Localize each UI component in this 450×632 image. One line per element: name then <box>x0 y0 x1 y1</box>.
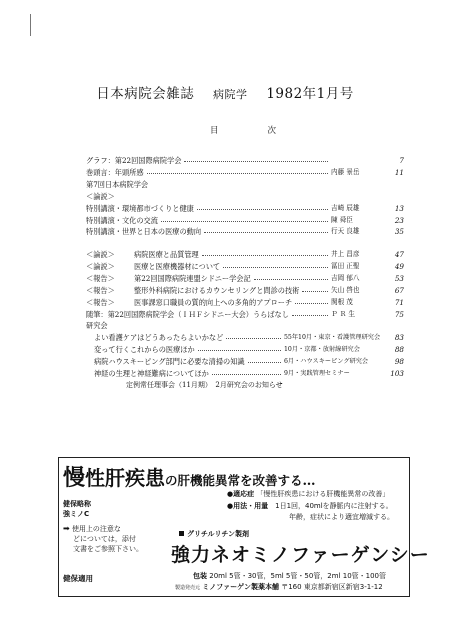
toc-author: 55年10月・東京・看護管理研究会 <box>284 334 381 342</box>
toc-leader <box>295 303 328 304</box>
ad-package-text: 20ml 5管・30管，5ml 5管・50管，2ml 10管・100管 <box>209 572 387 580</box>
journal-header <box>0 82 450 102</box>
toc-title: グラフ：第22回国際病院学会 <box>86 156 182 165</box>
toc-title: 病院ハウスキーピング部門に必要な清掃の知識 <box>94 357 245 367</box>
toc-author: 9月・実践管理セミナー <box>284 370 350 377</box>
toc-page: 11 <box>394 167 404 177</box>
ad-dosage-text-2: 年齢，症状により適宜増減する。 <box>289 513 394 521</box>
toc-tag: ＜論説＞ <box>86 250 115 259</box>
ad-company-name: ミノファーゲン製薬本舗 <box>202 583 279 591</box>
toc-page: 88 <box>394 345 404 355</box>
ad-dosage-label: ●用法・用量 <box>227 502 269 510</box>
toc-row <box>86 320 404 331</box>
ad-headline-mid: 性肝疾患 <box>85 466 166 490</box>
ad-brand: 強力ネオミノファーゲンシー <box>171 544 430 566</box>
toc-page: 75 <box>394 309 404 319</box>
toc-author: 矢山 啓也 <box>331 285 360 294</box>
toc-leader <box>204 232 328 233</box>
ad-caution <box>63 524 143 554</box>
toc-title: 特別講演・環境都市づくりと健康 <box>86 203 194 213</box>
toc-author: 吉岡 郁八 <box>331 273 360 282</box>
toc-leader <box>292 315 328 316</box>
toc-title: 変って行くこれからの医療ほか <box>94 345 195 355</box>
toc-author: 内藤 景岳 <box>331 167 360 176</box>
toc-heading: ＜論説＞ <box>86 191 115 201</box>
arrow-right-icon: ➡ <box>63 524 70 533</box>
toc-row <box>86 356 404 367</box>
toc-tag: ＜報告＞ <box>86 297 115 307</box>
ad-insurance: 健保適用 <box>63 574 93 583</box>
toc-row <box>86 249 404 260</box>
toc-author: 井上 昌彦 <box>331 250 360 258</box>
toc-heading: 第7回日本病院学会 <box>86 179 149 189</box>
toc-row <box>86 203 404 214</box>
ad-company-prefix: 製造発売元 <box>175 585 201 591</box>
toc-tag: ＜報告＞ <box>86 273 115 283</box>
ad-indication-label: ●適応症 <box>227 490 255 498</box>
toc-leader <box>212 374 281 375</box>
ad-package <box>193 571 386 581</box>
ad-caution-3: 文書をご参照下さい。 <box>73 545 143 553</box>
toc-leader <box>254 279 328 280</box>
margin-rule <box>30 14 31 36</box>
ad-headline-small: の肝機能異常を改善する <box>165 473 303 488</box>
ad-maker-line <box>179 529 249 539</box>
toc-page: 23 <box>394 215 404 225</box>
toc-page: 83 <box>394 333 404 343</box>
toc-title: 特別講演・世界と日本の医療の動向 <box>86 227 202 237</box>
toc-title-char-1: 目 <box>210 126 219 136</box>
toc-title: よい看護ケアはどうあったらよいかなど <box>94 333 224 343</box>
ad-side-label-2: 強ミノC <box>63 510 90 518</box>
toc-page: 7 <box>399 156 404 165</box>
toc-title: 巻頭言：年頭所感 <box>86 167 144 177</box>
toc-author: 吉崎 辰雄 <box>331 203 360 212</box>
toc-title-char-2: 次 <box>267 126 276 136</box>
ad-headline-tail: … <box>302 474 317 489</box>
toc-leader <box>147 173 328 174</box>
toc-leader <box>161 221 328 222</box>
toc-page: 13 <box>394 203 404 213</box>
toc-row <box>86 297 404 308</box>
toc-page: 71 <box>394 297 404 307</box>
toc-page: 49 <box>394 261 404 271</box>
toc-leader <box>197 209 328 210</box>
toc-title: 随筆：第22回国際病院学会（ＩＨＦシドニー大会）うらばなし <box>86 309 289 319</box>
ad-headline-big: 慢 <box>63 465 86 491</box>
journal-subtitle: 病院学 <box>213 88 248 101</box>
toc-row <box>86 332 404 343</box>
journal-name: 日本病院会雑誌 <box>96 86 195 102</box>
ad-package-label: 包装 <box>193 572 207 580</box>
toc-heading: 研究会 <box>86 321 108 331</box>
toc-author: 行天 良雄 <box>331 227 360 236</box>
toc-leader <box>226 338 281 339</box>
ad-indication-text: 「慢性肝疾患における肝機能異常の改善」 <box>256 490 390 498</box>
toc-row <box>86 179 404 190</box>
toc-page: 103 <box>390 369 404 378</box>
toc-author: 関根 茂 <box>331 297 353 306</box>
ad-address: 〒160 東京都新宿区新宿3-1-12 <box>281 583 383 591</box>
toc-title <box>210 124 276 136</box>
toc-row <box>86 191 404 202</box>
ad-headline <box>63 461 317 492</box>
ad-maker-text: グリチルリチン製剤 <box>187 530 250 538</box>
toc-row <box>86 155 404 166</box>
toc-row <box>86 261 404 272</box>
toc-leader <box>198 350 281 351</box>
ad-side-label <box>63 499 91 519</box>
toc-leader <box>184 161 328 162</box>
toc-leader <box>223 267 328 268</box>
toc-author: 10月・京都・放射線研究会 <box>284 346 360 354</box>
ad-dosage <box>227 501 394 523</box>
toc-title: 特別講演・文化の交流 <box>86 215 158 225</box>
toc-author: 陳 舜臣 <box>331 215 353 224</box>
toc-row <box>86 167 404 178</box>
toc-leader <box>302 291 328 292</box>
toc-leader <box>202 255 328 256</box>
toc-page: 35 <box>394 227 404 237</box>
toc-row <box>86 285 404 296</box>
toc-row <box>86 380 404 391</box>
toc-page: 98 <box>394 357 404 367</box>
toc-leader <box>248 362 281 363</box>
toc-row <box>86 344 404 355</box>
toc-tag: ＜論説＞ <box>86 261 115 271</box>
toc-page: 53 <box>394 273 404 283</box>
toc-row <box>86 215 404 226</box>
toc-row <box>86 226 404 237</box>
square-bullet-icon <box>179 531 184 536</box>
toc-title: 医療と医療機器材について <box>134 261 221 271</box>
toc-row <box>86 273 404 284</box>
ad-side-label-1: 健保略称 <box>63 500 91 508</box>
toc-author: Ｐ Ｒ 生 <box>331 309 355 318</box>
toc-title: 整形外科病院におけるカウンセリングと問診の技術 <box>134 285 300 295</box>
toc-title: 第22回国際病院連盟シドニー学会記 <box>134 273 251 283</box>
toc-row <box>86 368 404 379</box>
advertisement <box>58 457 430 597</box>
toc-title: 病院医療と品質管理 <box>134 250 199 259</box>
ad-company <box>175 582 383 593</box>
ad-caution-1: 使用上の注意な <box>71 525 121 533</box>
toc-author: 6月・ハウスキーピング研究会 <box>284 358 369 366</box>
toc-page: 47 <box>394 250 404 259</box>
journal-issue: 1982年1月号 <box>266 86 354 102</box>
toc-author: 冨田 正聖 <box>331 261 360 270</box>
ad-caution-2: どについては，添付 <box>73 535 136 543</box>
toc-row <box>86 309 404 320</box>
toc-title: 医事課窓口職員の質的向上への多角的アプローチ <box>134 297 293 307</box>
ad-dosage-text-1: 1日1回，40mlを静脈内に注射する。 <box>275 502 393 510</box>
page-number <box>433 4 449 14</box>
toc-title: 神経の生理と神経難病についてほか <box>94 369 209 378</box>
toc-note: 定例常任理事会（11月期） 2月研究会のお知らせ <box>126 380 283 389</box>
ad-indication <box>227 489 389 499</box>
toc-page: 67 <box>394 285 404 295</box>
toc-tag: ＜報告＞ <box>86 285 115 295</box>
